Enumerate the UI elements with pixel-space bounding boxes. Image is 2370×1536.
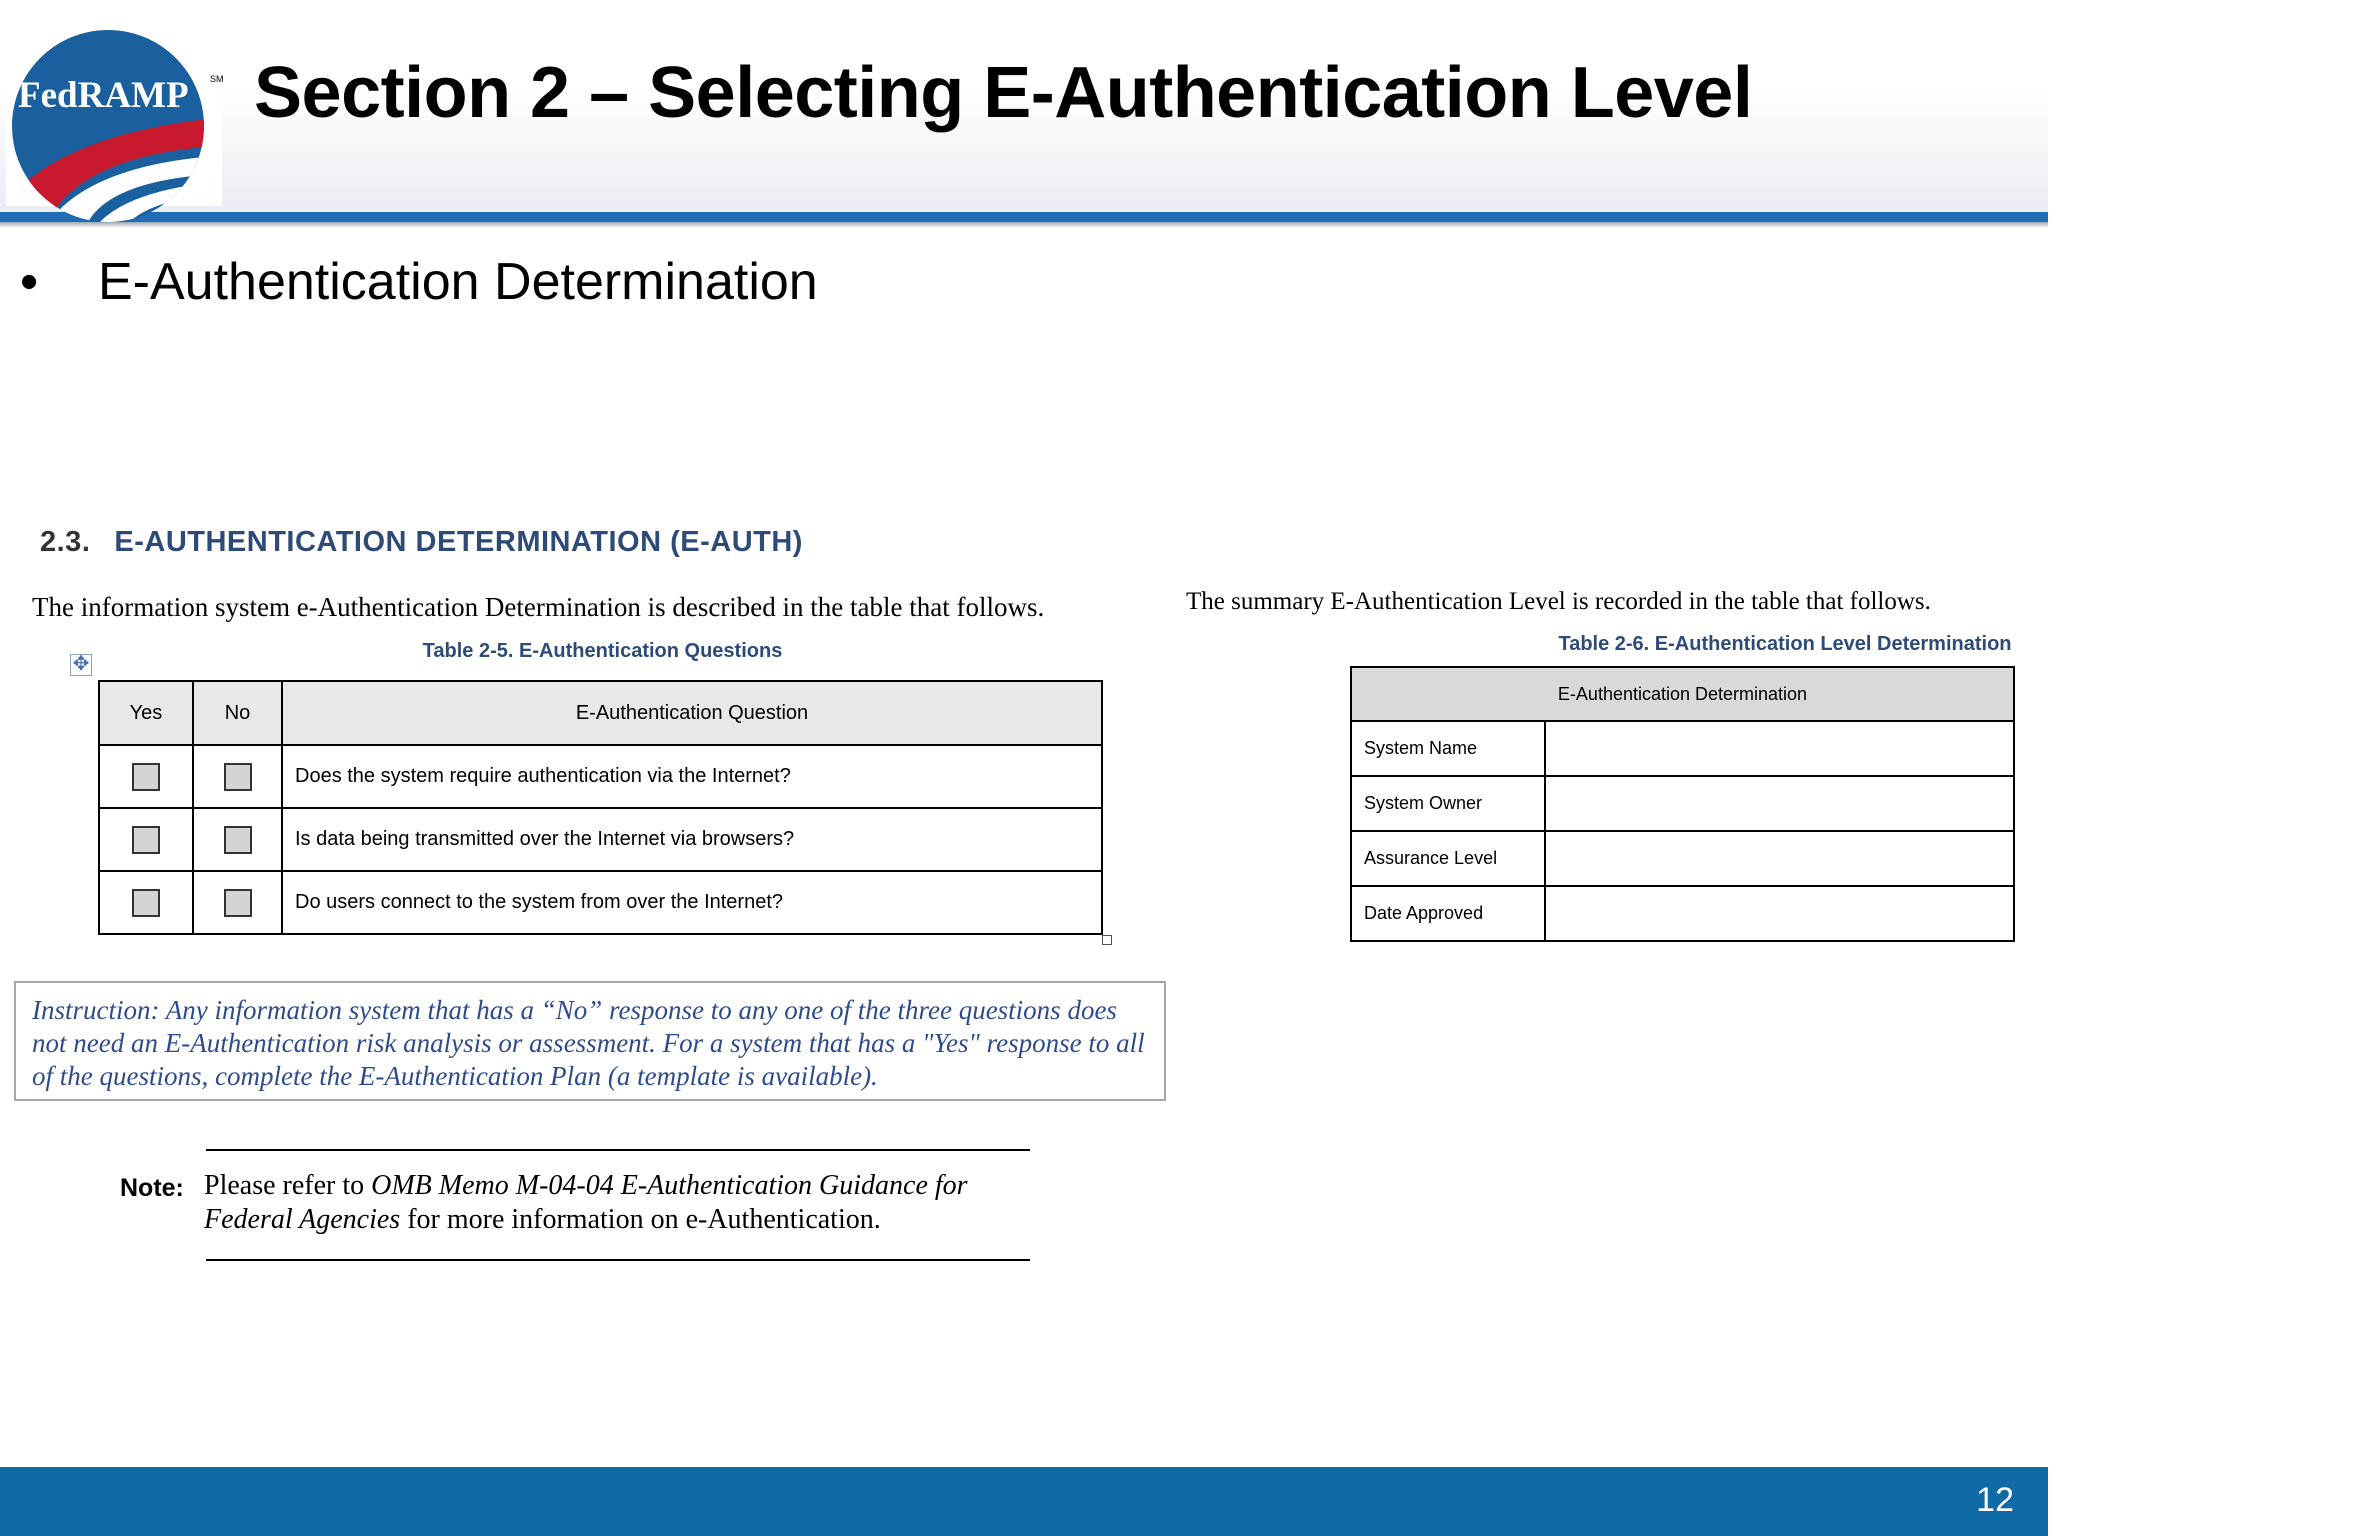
instruction-box: Instruction: Any information system that has a “No” response to any one of the three questions does not need an E-Authentication risk analysis or assessment. For a system that has a "Yes" response to all of the questions, complete the E-Authentication Plan (a template is available). [14,981,1166,1101]
bullet-icon: • [20,253,39,311]
determination-table [1350,666,2015,942]
header-no: No [193,681,282,745]
row-label: System Owner [1351,776,1545,831]
right-paragraph: The summary E-Authentication Level is recorded in the table that follows. [1186,588,1931,615]
move-handle-icon: ✥ [70,654,92,676]
header-shadow [0,222,2048,228]
question-text: Does the system require authentication via the Internet? [282,745,1102,808]
no-checkbox[interactable] [224,889,252,917]
table-row [1351,721,2014,776]
yes-checkbox[interactable] [132,763,160,791]
row-label: Date Approved [1351,886,1545,941]
page-number: 12 [1976,1481,2014,1519]
table-row [1351,776,2014,831]
page-title: Section 2 – Selecting E-Authentication Level [254,53,1753,133]
note-top-rule [206,1149,1030,1151]
no-checkbox[interactable] [224,763,252,791]
row-value[interactable] [1545,886,2014,941]
header-rule [0,212,2048,222]
slide-footer [0,1467,2048,1536]
logo-text: FedRAMP [18,75,189,116]
row-value[interactable] [1545,721,2014,776]
no-checkbox[interactable] [224,826,252,854]
note-text [204,1169,1034,1237]
header-yes: Yes [99,681,193,745]
table-row [1351,831,2014,886]
bullet-text: E-Authentication Determination [98,253,818,311]
header-question: E-Authentication Question [282,681,1102,745]
row-label: Assurance Level [1351,831,1545,886]
section-heading [40,526,803,559]
table-row [99,871,1102,934]
note-reference: OMB Memo M-04-04 E-Authentication Guidance for Federal Agencies [204,1170,968,1235]
note-label: Note: [120,1174,184,1202]
row-value[interactable] [1545,831,2014,886]
fedramp-logo [6,6,222,206]
questions-table [98,680,1103,935]
logo-mark: SM [210,74,224,84]
yes-checkbox[interactable] [132,889,160,917]
determination-table-caption: Table 2-6. E-Authentication Level Determination [1558,633,2012,655]
section-title: E-AUTHENTICATION DETERMINATION (E-AUTH) [114,526,803,558]
note-bottom-rule [206,1259,1030,1261]
yes-checkbox[interactable] [132,826,160,854]
determination-header: E-Authentication Determination [1351,667,2014,721]
questions-table-caption: Table 2-5. E-Authentication Questions [422,640,783,662]
question-text: Is data being transmitted over the Internet via browsers? [282,808,1102,871]
question-text: Do users connect to the system from over the Internet? [282,871,1102,934]
left-paragraph: The information system e-Authentication Determination is described in the table that follows. [32,592,1045,622]
table-resize-handle[interactable] [1102,935,1112,945]
row-value[interactable] [1545,776,2014,831]
section-number: 2.3. [40,526,91,558]
note-suffix: for more information on e-Authentication. [400,1204,881,1235]
row-label: System Name [1351,721,1545,776]
table-row [99,808,1102,871]
table-row [99,745,1102,808]
note-prefix: Please refer to [204,1170,372,1201]
table-row [1351,886,2014,941]
